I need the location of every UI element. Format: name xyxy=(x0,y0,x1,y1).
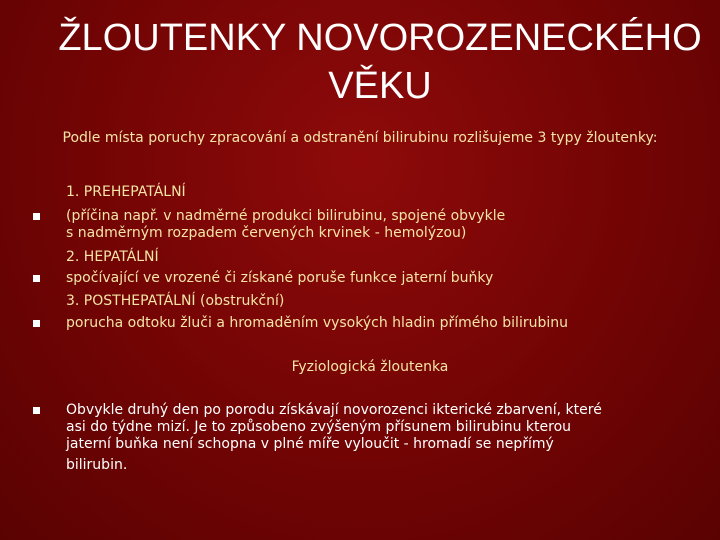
type-1-line-1: (příčina např. v nadměrné produkci bilirubinu, spojené obvykle xyxy=(66,208,506,224)
bullet-icon xyxy=(33,407,40,414)
physio-line-2: asi do týdne mizí. Je to způsobeno zvýšeným přísunem bilirubinu kterou xyxy=(66,419,572,435)
physio-line-3: jaterní buňka není schopna v plné míře vyloučit - hromadí se nepřímý xyxy=(66,436,554,452)
page-title xyxy=(40,14,720,110)
type-1-line-2: s nadměrným rozpadem červených krvinek - hemolýzou) xyxy=(66,225,467,241)
title-line-1: ŽLOUTENKY NOVOROZENECKÉHO xyxy=(58,17,702,59)
type-3-heading: 3. POSTHEPATÁLNÍ (obstrukční) xyxy=(66,293,285,309)
type-2-heading: 2. HEPATÁLNÍ xyxy=(66,249,159,265)
section-title: Fyziologická žloutenka xyxy=(291,359,449,375)
type-1-heading: 1. PREHEPATÁLNÍ xyxy=(66,184,186,200)
bullet-icon xyxy=(33,275,40,282)
bullet-icon xyxy=(33,320,40,327)
physio-line-4: bilirubin. xyxy=(66,457,128,473)
intro-text: Podle místa poruchy zpracování a odstranění bilirubinu rozlišujeme 3 typy žloutenky: xyxy=(62,130,658,146)
type-2-text: spočívající ve vrozené či získané poruše funkce jaterní buňky xyxy=(66,270,494,286)
physio-line-1: Obvykle druhý den po porodu získávají novorozenci ikterické zbarvení, které xyxy=(66,402,602,418)
bullet-icon xyxy=(33,213,40,220)
type-3-text: porucha odtoku žluči a hromaděním vysokých hladin přímého bilirubinu xyxy=(66,315,568,331)
title-line-2: VĚKU xyxy=(328,65,432,107)
